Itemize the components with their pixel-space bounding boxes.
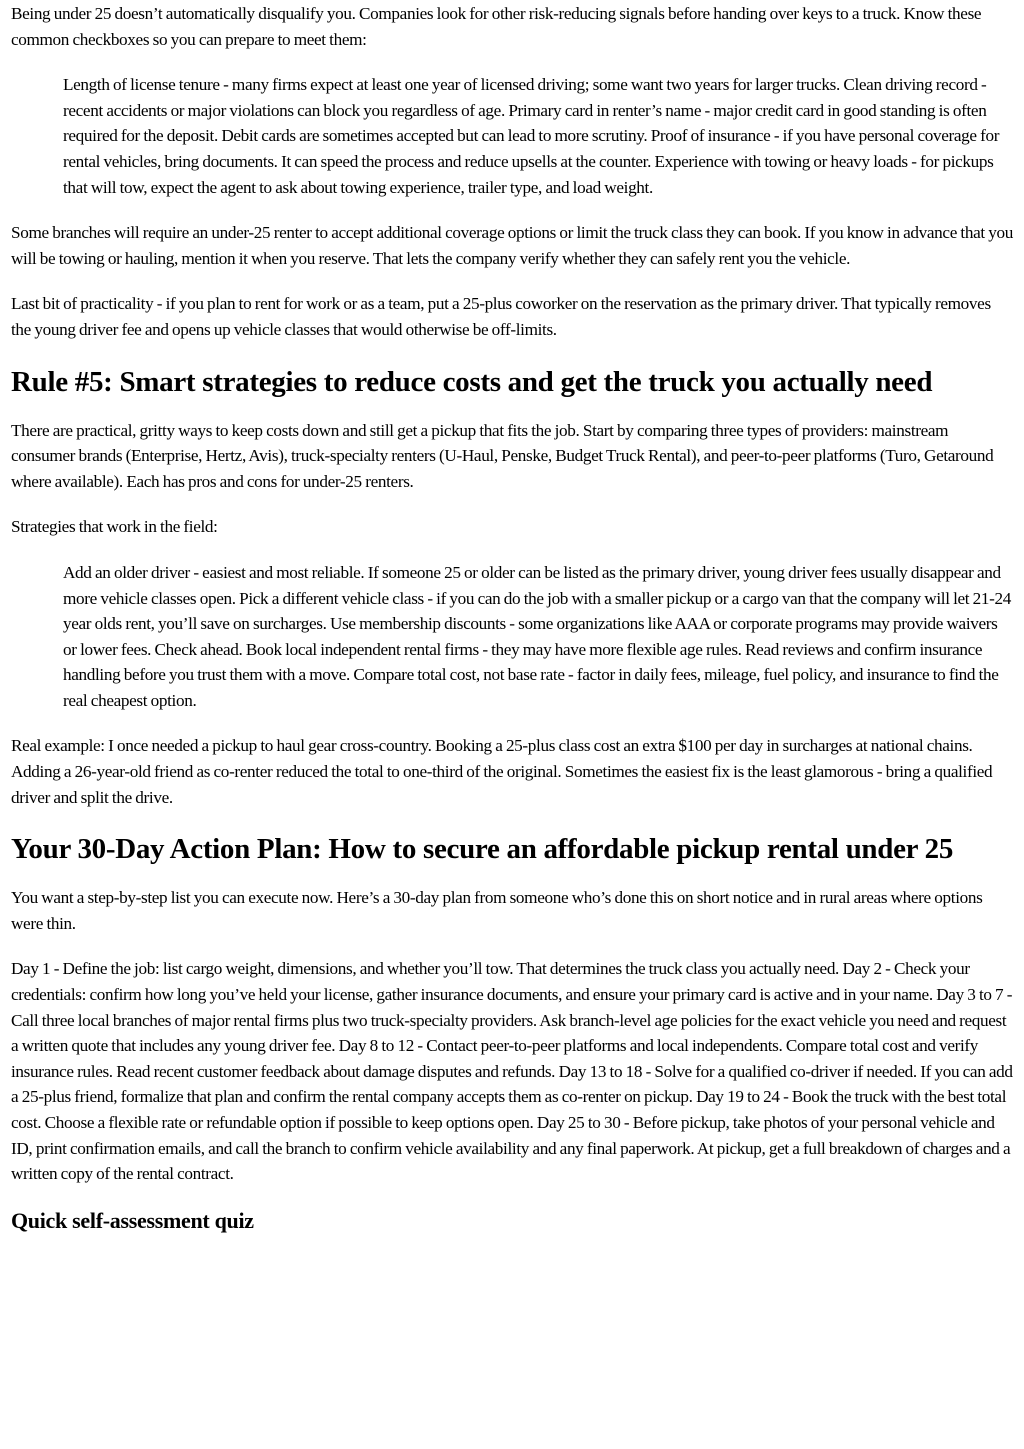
rule5-heading: Rule #5: Smart strategies to reduce costs and get the truck you actually need bbox=[11, 365, 933, 398]
checkboxes-text: Length of license tenure - many firms expect at least one year of licensed driving; some want two years for larger trucks. Clean driving record - recent accidents or major violations can block you regardless of age. Primary card in renter’s name - major credit card in good standing is often required for the deposit. Debit cards are sometimes accepted but can lead to more scrutiny. Proof of insurance - if you have personal coverage for rental vehicles, bring documents. It can speed the process and reduce upsells at the counter. Experience with towing or heavy loads - for pickups that will tow, expect the agent to ask about towing experience, trailer type, and load weight. bbox=[63, 75, 1000, 197]
plan-heading: Your 30-Day Action Plan: How to secure an affordable pickup rental under 25 bbox=[11, 833, 954, 866]
strategies-text: Add an older driver - easiest and most reliable. If someone 25 or older can be listed as the primary driver, young driver fees usually disappear and more vehicle classes open. Pick a different vehicle class - if you can do the job with a smaller pickup or a cargo van that the company will let 21-24 year olds rent, you’ll save on surcharges. Use membership discounts - some organizations like AAA or corporate programs may provide waivers or lower fees. Check ahead. Book local independent rental firms - they may have more flexible age rules. Read reviews and confirm insurance handling before you trust them with a move. Compare total cost, not base rate - factor in daily fees, mileage, fuel policy, and insurance to find the real cheapest option. bbox=[63, 562, 1012, 710]
plan-intro-paragraph: You want a step-by-step list you can execute now. Here’s a 30-day plan from someone who’s done this on short notice and in rural areas where options were thin. bbox=[11, 888, 983, 933]
strategies-blockquote bbox=[63, 560, 1014, 714]
document-page bbox=[0, 1, 1024, 1449]
providers-paragraph: There are practical, gritty ways to keep costs down and still get a pickup that fits the job. Start by comparing three types of providers: mainstream consumer brands (Enterprise, Hertz, Avis), truck-specialty renters (U-Haul, Penske, Budget Truck Rental), and peer-to-peer platforms (Turo, Getaround where available). Each has pros and cons for under-25 renters. bbox=[11, 420, 994, 491]
strategies-intro: Strategies that work in the field: bbox=[11, 517, 218, 537]
checkboxes-blockquote bbox=[63, 72, 1014, 200]
example-paragraph: Real example: I once needed a pickup to haul gear cross-country. Booking a 25-plus class cost an extra $100 per day in surcharges at national chains. Adding a 26-year-old friend as co-renter reduced the total to one-third of the original. Sometimes the easiest fix is the least glamorous - bring a qualified driver and split the drive. bbox=[11, 736, 993, 807]
plan-days-paragraph: Day 1 - Define the job: list cargo weight, dimensions, and whether you’ll tow. That determines the truck class you actually need. Day 2 - Check your credentials: confirm how long you’ve held your license, gather insurance documents, and ensure your primary card is active and in your name. Day 3 to 7 - Call three local branches of major rental firms plus two truck-specialty providers. Ask branch-level age policies for the exact vehicle you need and request a written quote that includes any young driver fee. Day 8 to 12 - Contact peer-to-peer platforms and local independents. Compare total cost and verify insurance rules. Read recent customer feedback about damage disputes and refunds. Day 13 to 18 - Solve for a qualified co-driver if needed. If you can add a 25-plus friend, formalize that plan and confirm the rental company accepts them as co-renter on pickup. Day 19 to 24 - Book the truck with the best total cost. Choose a flexible rate or refundable option if possible to keep options open. Day 25 to 30 - Before pickup, take photos of your personal vehicle and ID, print confirmation emails, and call the branch to confirm vehicle availability and any final paperwork. At pickup, get a full breakdown of charges and a written copy of the rental contract. bbox=[11, 959, 1013, 1184]
quiz-heading: Quick self-assessment quiz bbox=[11, 1207, 254, 1233]
intro-paragraph: Being under 25 doesn’t automatically disqualify you. Companies look for other risk-reducing signals before handing over keys to a truck. Know these common checkboxes so you can prepare to meet them: bbox=[11, 4, 982, 49]
practicality-paragraph: Last bit of practicality - if you plan to rent for work or as a team, put a 25-plus coworker on the reservation as the primary driver. That typically removes the young driver fee and opens up vehicle classes that would otherwise be off-limits. bbox=[11, 294, 991, 339]
branches-paragraph: Some branches will require an under-25 renter to accept additional coverage options or limit the truck class they can book. If you know in advance that you will be towing or hauling, mention it when you reserve. That lets the company verify whether they can safely rent you the vehicle. bbox=[11, 223, 1013, 268]
